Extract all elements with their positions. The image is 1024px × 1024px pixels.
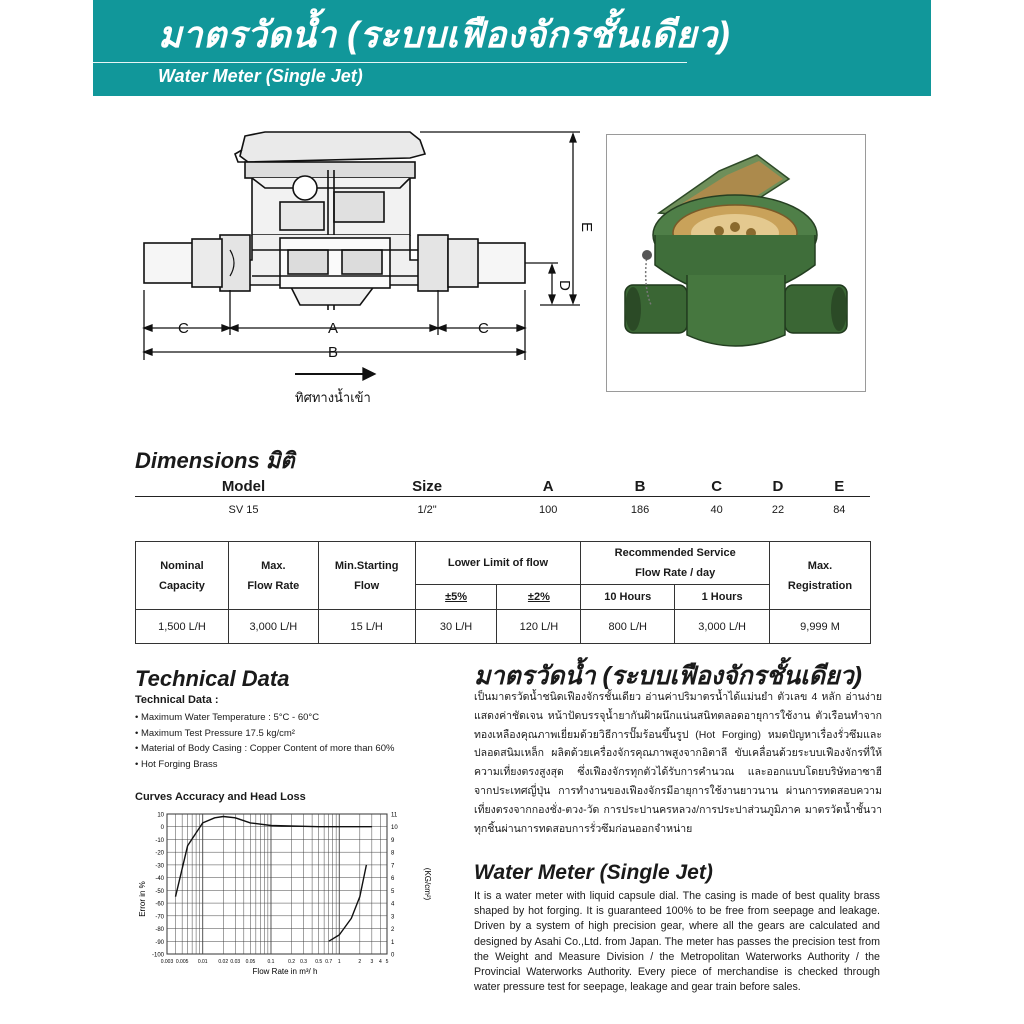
y-tick-label: -90 [155, 939, 164, 946]
y-tick-label: -40 [155, 876, 164, 883]
x-tick-label: 5 [385, 959, 389, 965]
plus-minus-2-header: ±2% [497, 585, 581, 610]
y2-tick-label: 11 [391, 812, 398, 819]
column-header: A [502, 476, 594, 497]
column-header: D [747, 476, 808, 497]
accuracy-curve-chart [135, 804, 435, 980]
dim-label-c-right: C [478, 320, 489, 337]
list-item: • Material of Body Casing : Copper Content of more than 60% [135, 741, 455, 757]
y-tick-label: -60 [155, 901, 164, 908]
x-tick-label: 0.03 [230, 959, 241, 965]
x-tick-label: 0.3 [300, 959, 308, 965]
min-starting-flow-header [318, 542, 415, 610]
table-cell: 22 [771, 504, 785, 516]
header-line: Max. [261, 559, 286, 572]
y-tick-label: -100 [151, 952, 164, 959]
y2-axis-label: (KG/cm²) [423, 867, 432, 901]
dimensions-heading: Dimensions มิติ [135, 448, 295, 473]
x-tick-label: 0.5 [315, 959, 323, 965]
list-item: • Maximum Water Temperature : 5°C - 60°C [135, 710, 455, 726]
recommended-service-header [581, 542, 770, 585]
header-divider [93, 62, 687, 63]
dim-label-e: E [578, 222, 595, 233]
ten-hours-header: 10 Hours [581, 585, 675, 610]
column-header: C [686, 476, 747, 497]
table-cell: SV 15 [228, 504, 259, 516]
header-line: Flow Rate / day [635, 567, 716, 579]
column-header: E [809, 476, 870, 497]
header-line: Nominal [160, 559, 204, 572]
max-flow-rate-header [228, 542, 318, 610]
x-tick-label: 0.005 [175, 959, 189, 965]
y-tick-label: -20 [155, 850, 164, 857]
y-tick-label: 0 [160, 825, 164, 832]
table-cell: 800 L/H [581, 610, 675, 644]
header-line: Max. [807, 559, 833, 572]
y2-tick-label: 8 [391, 850, 395, 857]
technical-data-heading: Technical Data [135, 666, 290, 691]
plot-frame [167, 814, 387, 954]
y-tick-label: 10 [157, 812, 164, 819]
header-line: Recommended Service [614, 547, 736, 559]
column-header: B [594, 476, 686, 497]
lower-limit-header: Lower Limit of flow [415, 542, 581, 585]
table-cell: 15 L/H [318, 610, 415, 644]
column-header: Size [352, 476, 502, 497]
specification-table [135, 541, 871, 644]
dimensions-table [135, 476, 870, 523]
thai-description-text: เป็นมาตรวัดน้ำชนิดเฟืองจักรชั้นเดียว อ่านค่าปริมาตรน้ำได้แม่นยำ ตัวเลข 4 หลัก อ่านง่าย แสดงค่าชัดเจน หน้าปัดบรรจุน้ำยากันฝ้าผนึกแน่นสนิทตลอดอายุการใช้งาน ตัวเรือนทำจากทองเหลืองคุณภาพเยี่ยมด้วยวิธีการปั๊มร้อนขึ้นรูป (Hot Forging) หมดปัญหาเรื่องรั่วซึมและปลอดสนิมเหล็ก ผลิตด้วยเครื่องจักรคุณภาพสูงจากอิตาลี ขับเคลื่อนด้วยระบบเฟืองจักรที่ให้ความเที่ยงตรงสูงสุด ซึ่งเฟืองจักรทุกตัวได้รับการคำนวณ และออกแบบโดยบริษัทอาซาฮี จากประเทศญี่ปุ่น การทำงานของเฟืองจักรมีอายุการใช้งานยาวนาน ผ่านการทดสอบความเที่ยงตรงจากกองชั่ง-ตวง-วัด การประปานครหลวง/การประปาส่วนภูมิภาค มาตรวัดน้ำชั้นวาทุกชิ้นผ่านการทดสอบการรั่วซึมก่อนออกจำหน่าย [474, 691, 882, 835]
dim-label-b: B [328, 344, 339, 361]
max-registration-header [770, 542, 871, 610]
dim-label-a: A [328, 320, 339, 337]
header-line: Flow Rate [247, 579, 300, 592]
header-line: Flow [354, 579, 380, 592]
meter-cross-section-drawing [120, 110, 600, 420]
technical-data-list [135, 710, 455, 772]
nominal-capacity-header [136, 542, 229, 610]
y2-tick-label: 4 [391, 901, 395, 908]
x-axis-label: Flow Rate in m³/ h [252, 967, 318, 976]
page-subtitle-english: Water Meter (Single Jet) [158, 66, 363, 86]
list-item: • Hot Forging Brass [135, 757, 455, 773]
table-cell: 84 [833, 504, 846, 516]
y2-tick-label: 7 [391, 863, 395, 870]
plus-minus-5-header: ±5% [415, 585, 497, 610]
table-cell: 3,000 L/H [675, 610, 770, 644]
series-line-1 [176, 817, 372, 897]
y2-tick-label: 10 [391, 825, 398, 832]
y2-tick-label: 3 [391, 914, 395, 921]
product-photo [606, 134, 866, 392]
y2-tick-label: 2 [391, 927, 395, 934]
table-row [136, 610, 871, 644]
page-title-thai: มาตรวัดน้ำ (ระบบเฟืองจักรชั้นเดียว) [158, 14, 731, 55]
thai-section-heading: มาตรวัดน้ำ (ระบบเฟืองจักรชั้นเดียว) [474, 662, 862, 690]
y2-tick-label: 0 [391, 952, 395, 959]
technical-data-subheading: Technical Data : [135, 694, 219, 706]
x-tick-label: 1 [337, 959, 341, 965]
english-description-text: It is a water meter with liquid capsule dial. The casing is made of best quality brass shaped by hot forging. It is guaranteed 100% to be free from seepage and leakage. Driven by a system of high precision gear, where all the gears are calculated and designed by Asahi Co.,Ltd. from Japan. The meter has passes the precision test from the Weight and Measure Division / the Metropolitan Waterworks Authority / the Provincial Waterworks Authority. Every piece of merchandise is checked through water pressure test for seepage, leakage and gear train before sales. [474, 890, 880, 994]
table-cell: 120 L/H [497, 610, 581, 644]
y2-tick-label: 5 [391, 888, 395, 895]
table-cell: 1,500 L/H [136, 610, 229, 644]
curve-chart-title: Curves Accuracy and Head Loss [135, 791, 306, 803]
english-section-heading: Water Meter (Single Jet) [474, 861, 713, 884]
list-item: • Maximum Test Pressure 17.5 kg/cm² [135, 726, 455, 742]
y-tick-label: -70 [155, 914, 164, 921]
x-tick-label: 4 [378, 959, 382, 965]
table-row [135, 497, 870, 524]
x-tick-label: 3 [370, 959, 374, 965]
column-header: Model [135, 476, 352, 497]
header-line: Capacity [159, 579, 205, 592]
x-tick-label: 0.7 [325, 959, 333, 965]
table-cell: 1/2" [417, 504, 437, 516]
y2-tick-label: 9 [391, 837, 395, 844]
table-cell: 30 L/H [415, 610, 497, 644]
x-tick-label: 0.05 [245, 959, 256, 965]
y-tick-label: -80 [155, 927, 164, 934]
water-meter-illustration [607, 135, 865, 391]
header-line: Registration [787, 579, 853, 592]
y-axis-label: Error in % [138, 881, 147, 917]
y-tick-label: -50 [155, 888, 164, 895]
table-cell: 9,999 M [770, 610, 871, 644]
one-hour-header: 1 Hours [675, 585, 770, 610]
y2-tick-label: 6 [391, 876, 395, 883]
x-tick-label: 0.01 [197, 959, 208, 965]
x-tick-label: 0.003 [160, 959, 174, 965]
x-tick-label: 0.2 [288, 959, 296, 965]
header-line: Min.Starting [334, 559, 399, 572]
dim-label-d: D [556, 280, 573, 291]
chart-marks [176, 817, 372, 942]
y-tick-label: -30 [155, 863, 164, 870]
x-tick-label: 0.1 [267, 959, 275, 965]
table-cell: 40 [710, 504, 723, 516]
x-tick-label: 0.02 [218, 959, 229, 965]
flow-direction-caption: ทิศทางน้ำเข้า [295, 390, 371, 405]
table-cell: 186 [630, 504, 650, 516]
table-header-row [135, 476, 870, 497]
dim-label-c-left: C [178, 320, 189, 337]
table-cell: 100 [538, 504, 558, 516]
x-tick-label: 2 [358, 959, 362, 965]
y2-tick-label: 1 [391, 939, 395, 946]
table-cell: 3,000 L/H [228, 610, 318, 644]
y-tick-label: -10 [155, 837, 164, 844]
